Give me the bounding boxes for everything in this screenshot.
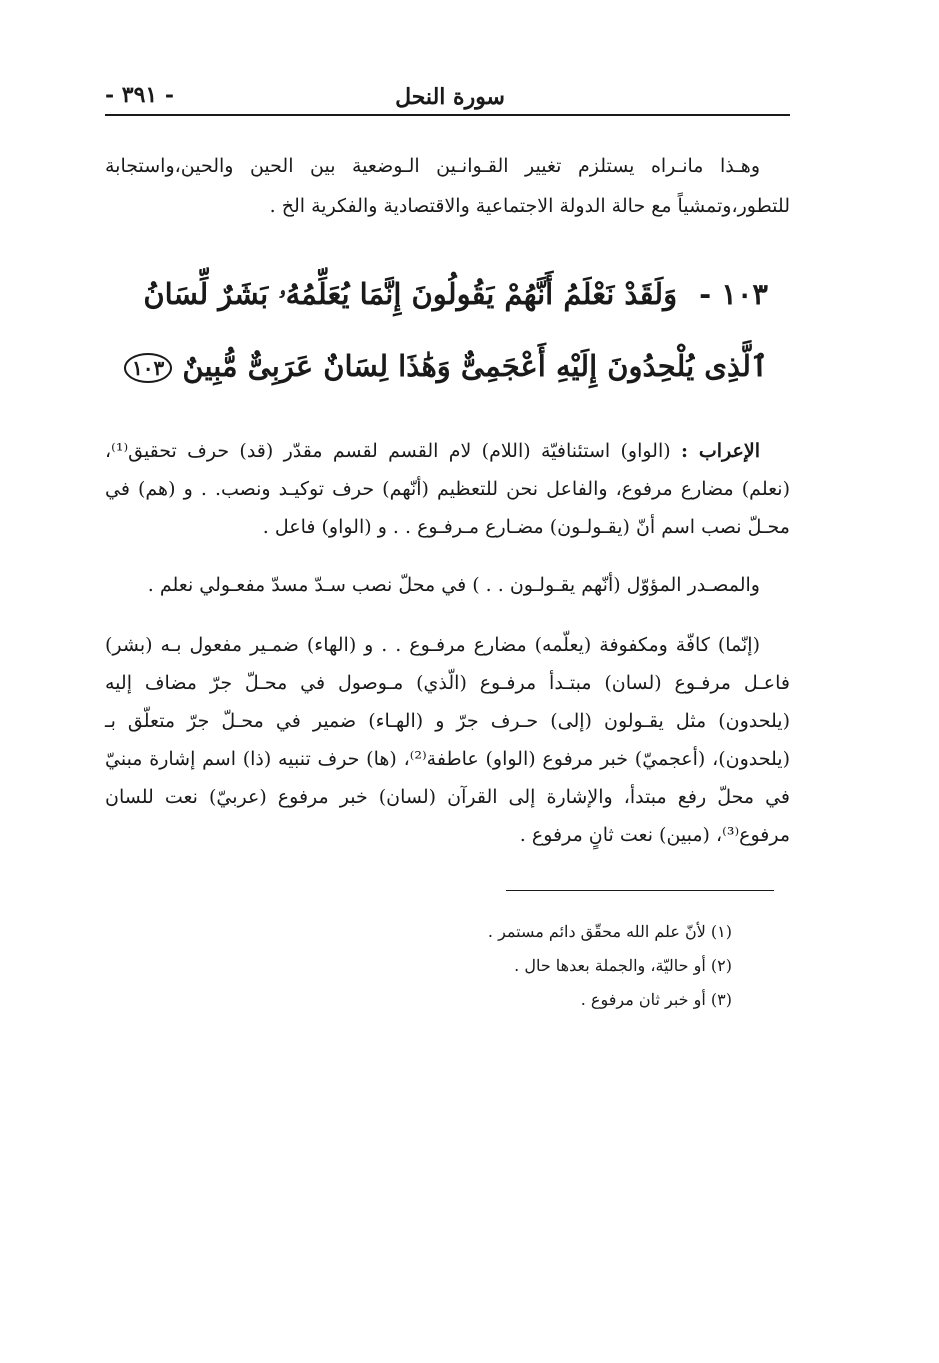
page-header [105, 70, 790, 116]
irab-paragraph [105, 432, 790, 546]
footnote-3: (٣) أو خبر ثان مرفوع . [580, 990, 732, 1009]
footnote-separator [506, 890, 774, 891]
irab-heading: الإعراب : [680, 440, 760, 462]
book-page [105, 70, 790, 1017]
footnote-1: (١) لأنّ علم الله محقّق دائم مستمر . [487, 922, 732, 941]
verse-end-marker: ١٠٣ [124, 353, 172, 383]
footnote-2: (٢) أو حاليّة، والجملة بعدها حال . [514, 956, 732, 975]
inma-paragraph: (إنّما) كافّة ومكفوفة (يعلّمه) مضارع مرفـوع . . و (الهاء) ضمـير مفعول بـه (بشر) فاعـل مرفـوع (لسان) مبتـدأ مرفـوع (الّذي) مـوصول في محـلّ جرّ مضاف إليه (يلحدون) مثل يقـولون (إلى) حـرف جرّ و (الهـاء) ضمير في محـلّ جرّ متعلّق بـ (يلحدون)، (أعجميّ) خبر مرفوع (الواو) عاطفة⁽²⁾، (ها) حرف تنبيه (ذا) اسم إشارة مبنيّ في محلّ رفع مبتدأ، والإشارة إلى القرآن (لسان) خبر مرفوع (عربيّ) نعت للسان مرفوع⁽³⁾، (مبين) نعت ثانٍ مرفوع . [105, 634, 790, 846]
intro-paragraph: وهـذا مانـراه يستلزم تغيير القـوانـين الـوضعية بين الحين والحين،واستجابة للتطور،وتمشياً مع حالة الدولة الاجتماعية والاقتصادية والفكرية الخ . [105, 155, 790, 217]
quran-verse [105, 258, 790, 402]
page-number: - ٣٩١ - [105, 82, 175, 108]
verse-number: ١٠٣ - [699, 277, 768, 311]
irab-text: (الواو) استئنافيّة (اللام) لام القسم لقسم مقدّر (قد) حرف تحقيق⁽¹⁾، (نعلم) مضارع مرفوع، والفاعل نحن للتعظيم (أنّهم) حرف توكيـد ونصب. . و (هم) في محـلّ نصب اسم أنّ (يقـولـون) مضـارع مـرفـوع . . و (الواو) فاعل . [105, 440, 790, 538]
verse-text: وَلَقَدْ نَعْلَمُ أَنَّهُمْ يَقُولُونَ إِنَّمَا يُعَلِّمُهُۥ بَشَرٌ لِّسَانُ ٱلَّذِى يُلْحِدُونَ إِلَيْهِ أَعْجَمِىٌّ وَهَٰذَا لِسَانٌ عَرَبِىٌّ مُّبِينٌ [143, 277, 768, 383]
masdar-paragraph: والمصـدر المؤوّل (أنّهم يقـولـون . . ) في محلّ نصب سـدّ مسدّ مفعـولي نعلم . [147, 574, 760, 596]
surah-title: سورة النحل [395, 84, 505, 110]
footnotes [105, 915, 732, 1017]
